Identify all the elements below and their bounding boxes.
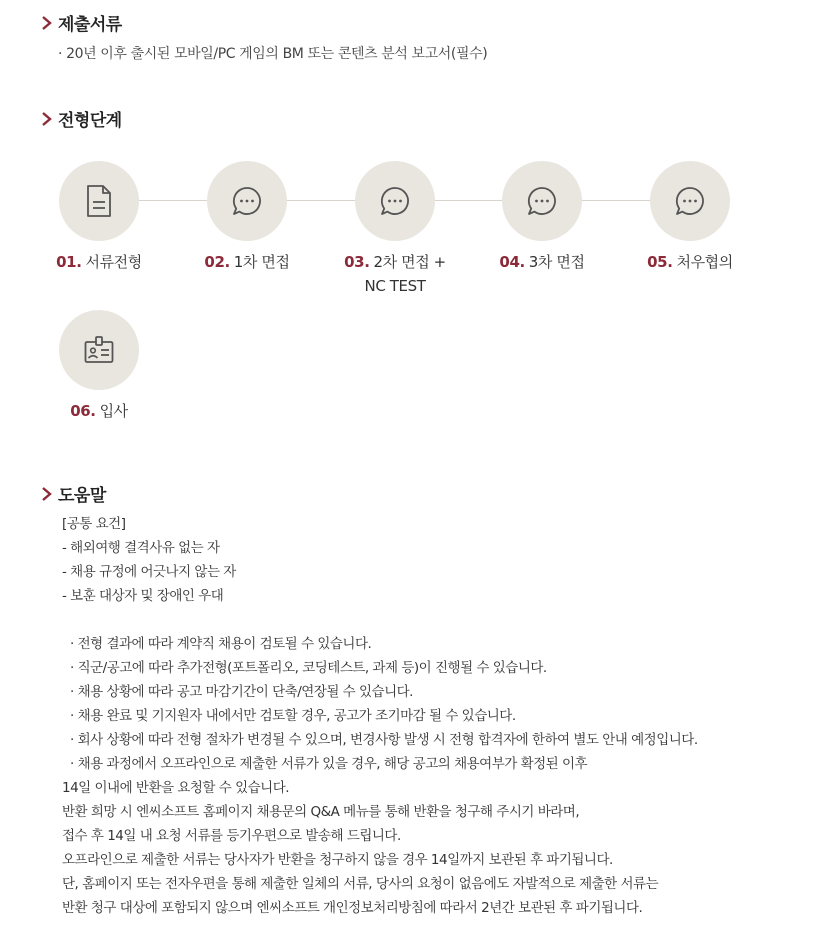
step-first-interview (167, 161, 327, 274)
help-line: · 채용 완료 및 기지원자 내에서만 검토할 경우, 공고가 조기마감 될 수 있습니다. (70, 708, 516, 724)
help-line-blank (62, 608, 802, 632)
step-circle (502, 161, 582, 241)
step-joining (19, 310, 179, 423)
help-line: · 회사 상황에 따라 전형 절차가 변경될 수 있으며, 변경사항 발생 시 전형 합격자에 한하여 별도 안내 예정입니다. (70, 732, 698, 748)
step-name: 1차 면접 (233, 253, 290, 271)
step-number: 06. (70, 402, 96, 420)
documents-title: 제출서류 (58, 15, 122, 35)
step-number: 03. (344, 253, 370, 271)
step-document-screening (19, 161, 179, 274)
help-text-block (62, 512, 802, 920)
step-circle (355, 161, 435, 241)
step-name: 서류전형 (85, 253, 142, 271)
chat-bubble-icon (379, 185, 411, 217)
help-line: - 채용 규정에 어긋나지 않는 자 (62, 564, 236, 580)
chat-bubble-icon (231, 185, 263, 217)
step-number: 05. (647, 253, 673, 271)
help-title: 도움말 (58, 486, 106, 506)
process-heading (40, 106, 122, 131)
step-label (167, 250, 327, 274)
help-line: · 채용 상황에 따라 공고 마감기간이 단축/연장될 수 있습니다. (70, 684, 413, 700)
step-label (610, 250, 770, 274)
document-icon (84, 184, 114, 218)
step-circle (59, 161, 139, 241)
help-line: · 직군/공고에 따라 추가전형(포트폴리오, 코딩테스트, 과제 등)이 진행될 수 있습니다. (70, 660, 547, 676)
step-label (19, 399, 179, 423)
step-name: 입사 (99, 402, 128, 420)
documents-item: · 20년 이후 출시된 모바일/PC 게임의 BM 또는 콘텐츠 분석 보고서(필수) (58, 46, 488, 62)
step-number: 04. (499, 253, 525, 271)
help-line: 단, 홈페이지 또는 전자우편을 통해 제출한 일체의 서류, 당사의 요청이 없음에도 자발적으로 제출한 서류는 (62, 876, 659, 892)
id-badge-icon (83, 334, 115, 366)
chevron-right-icon (40, 111, 54, 127)
chat-bubble-icon (526, 185, 558, 217)
help-line: · 전형 결과에 따라 계약직 채용이 검토될 수 있습니다. (70, 636, 372, 652)
help-line: - 보훈 대상자 및 장애인 우대 (62, 588, 224, 604)
step-compensation-negotiation (610, 161, 770, 274)
help-line: 오프라인으로 제출한 서류는 당사자가 반환을 청구하지 않을 경우 14일까지 보관된 후 파기됩니다. (62, 852, 613, 868)
help-line: 14일 이내에 반환을 요청할 수 있습니다. (62, 780, 290, 796)
documents-heading (40, 10, 122, 35)
step-number: 02. (204, 253, 230, 271)
help-heading (40, 481, 106, 506)
step-name: 2차 면접 + (373, 253, 446, 271)
step-name: 처우협의 (676, 253, 733, 271)
chevron-right-icon (40, 486, 54, 502)
help-line: 반환 희망 시 엔씨소프트 홈페이지 채용문의 Q&A 메뉴를 통해 반환을 청구해 주시기 바라며, (62, 804, 580, 820)
step-circle (650, 161, 730, 241)
step-label (19, 250, 179, 274)
process-title: 전형단계 (58, 111, 122, 131)
step-circle (59, 310, 139, 390)
chevron-right-icon (40, 15, 54, 31)
step-second-interview (315, 161, 475, 298)
step-label (462, 250, 622, 274)
help-line: 반환 청구 대상에 포함되지 않으며 엔씨소프트 개인정보처리방침에 따라서 2년간 보관된 후 파기됩니다. (62, 900, 643, 916)
chat-bubble-icon (674, 185, 706, 217)
help-line: [공통 요건] (62, 516, 126, 532)
step-name-second-line: NC TEST (364, 277, 426, 295)
step-name: 3차 면접 (528, 253, 585, 271)
step-third-interview (462, 161, 622, 274)
step-number: 01. (56, 253, 82, 271)
help-line: · 채용 과정에서 오프라인으로 제출한 서류가 있을 경우, 해당 공고의 채용여부가 확정된 이후 (70, 756, 588, 772)
step-circle (207, 161, 287, 241)
step-label (315, 250, 475, 298)
help-line: 접수 후 14일 내 요청 서류를 등기우편으로 발송해 드립니다. (62, 828, 401, 844)
help-line: - 해외여행 결격사유 없는 자 (62, 540, 220, 556)
